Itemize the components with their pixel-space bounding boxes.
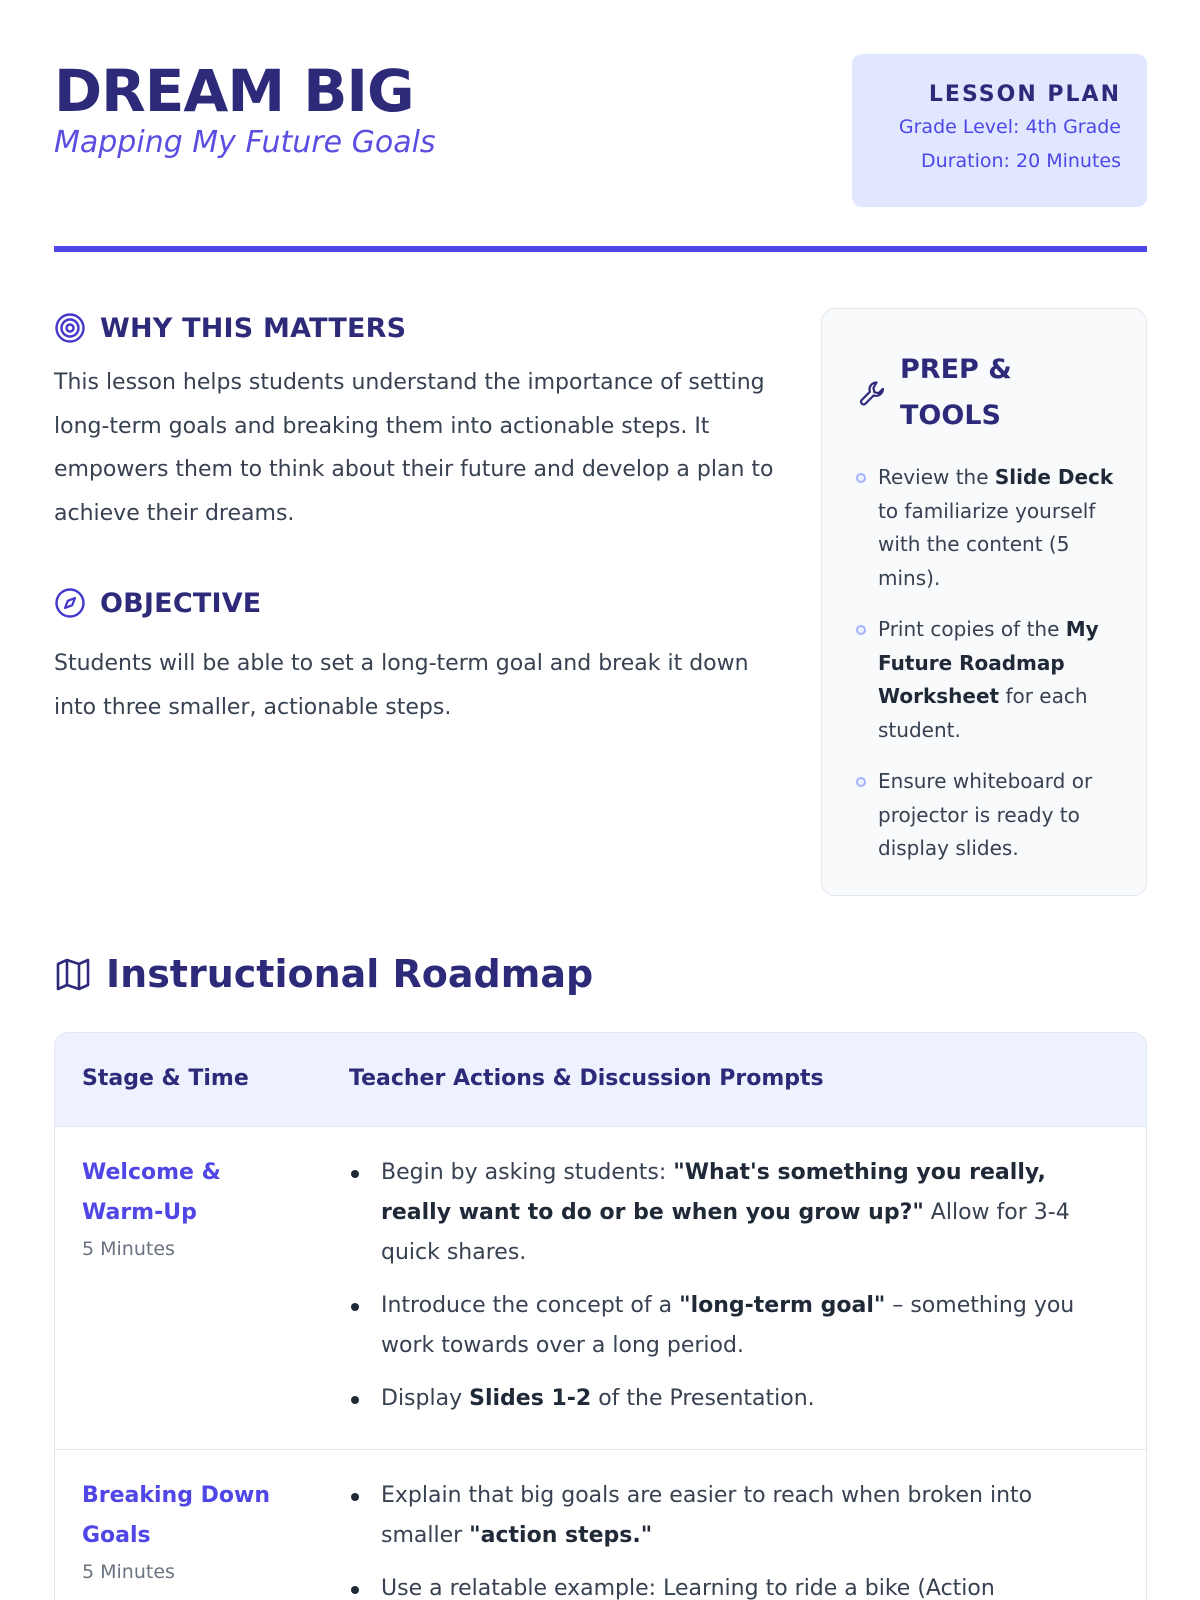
page-subtitle: Mapping My Future Goals <box>54 125 436 160</box>
prep-item: Review the Slide Deck to familiarize yourself with the content (5 mins). <box>856 461 1126 595</box>
duration: Duration: 20 Minutes <box>921 150 1121 172</box>
why-heading-label: WHY THIS MATTERS <box>100 312 407 344</box>
roadmap-heading-label: Instructional Roadmap <box>106 952 594 996</box>
objective-heading <box>54 587 261 619</box>
lesson-plan-card <box>852 54 1147 207</box>
action-item: Introduce the concept of a "long-term goal" – something you work towards over a long period. <box>349 1286 1119 1366</box>
objective-heading-label: OBJECTIVE <box>100 587 262 619</box>
why-heading <box>54 312 406 344</box>
bullet-icon <box>856 777 866 787</box>
header <box>54 54 1147 208</box>
prep-heading-label: PREP & TOOLS <box>900 354 1012 431</box>
page-title: DREAM BIG <box>54 57 414 125</box>
prep-item: Print copies of the My Future Roadmap Worksheet for each student. <box>856 613 1126 747</box>
action-item: Display Slides 1-2 of the Presentation. <box>349 1379 1119 1419</box>
lesson-plan-label: LESSON PLAN <box>928 82 1121 107</box>
bullet-icon <box>856 625 866 635</box>
lesson-plan-page <box>54 0 1147 1600</box>
action-item: Use a relatable example: Learning to ride a bike (Action <box>349 1569 1119 1600</box>
column-header-actions: Teacher Actions & Discussion Prompts <box>349 1066 824 1091</box>
table-row <box>55 1450 1146 1600</box>
column-header-stage: Stage & Time <box>82 1066 249 1091</box>
prep-heading <box>856 347 1050 439</box>
header-divider <box>54 246 1147 252</box>
table-header <box>55 1033 1146 1127</box>
actions-list <box>349 1476 1119 1600</box>
roadmap-table <box>54 1032 1147 1600</box>
map-icon <box>54 955 92 993</box>
prep-list <box>856 461 1126 884</box>
stage-time: 5 Minutes <box>82 1238 175 1260</box>
stage-time: 5 Minutes <box>82 1561 175 1583</box>
objective-text: Students will be able to set a long-term goal and break it down into three smaller, actionable steps. <box>54 651 749 720</box>
stage-cell <box>82 1476 302 1588</box>
action-item: Begin by asking students: "What's something you really, really want to do or be when you grow up?" Allow for 3-4 quick shares. <box>349 1153 1119 1273</box>
action-item: Explain that big goals are easier to reach when broken into smaller "action steps." <box>349 1476 1119 1556</box>
roadmap-heading <box>54 952 593 996</box>
why-text: This lesson helps students understand the importance of setting long-term goals and breaking them into actionable steps. It empowers them to think about their future and develop a plan to achieve their dreams. <box>54 370 774 526</box>
actions-list <box>349 1153 1119 1432</box>
bullet-icon <box>856 473 866 483</box>
compass-icon <box>54 587 86 619</box>
stage-name: Breaking Down Goals <box>82 1483 270 1548</box>
prep-item: Ensure whiteboard or projector is ready to display slides. <box>856 765 1126 866</box>
table-row <box>55 1127 1146 1450</box>
target-icon <box>54 312 86 344</box>
stage-name: Welcome & Warm-Up <box>82 1160 221 1225</box>
stage-cell <box>82 1153 302 1265</box>
prep-tools-card <box>821 308 1147 896</box>
grade-level: Grade Level: 4th Grade <box>898 116 1121 138</box>
wrench-icon <box>856 377 888 409</box>
